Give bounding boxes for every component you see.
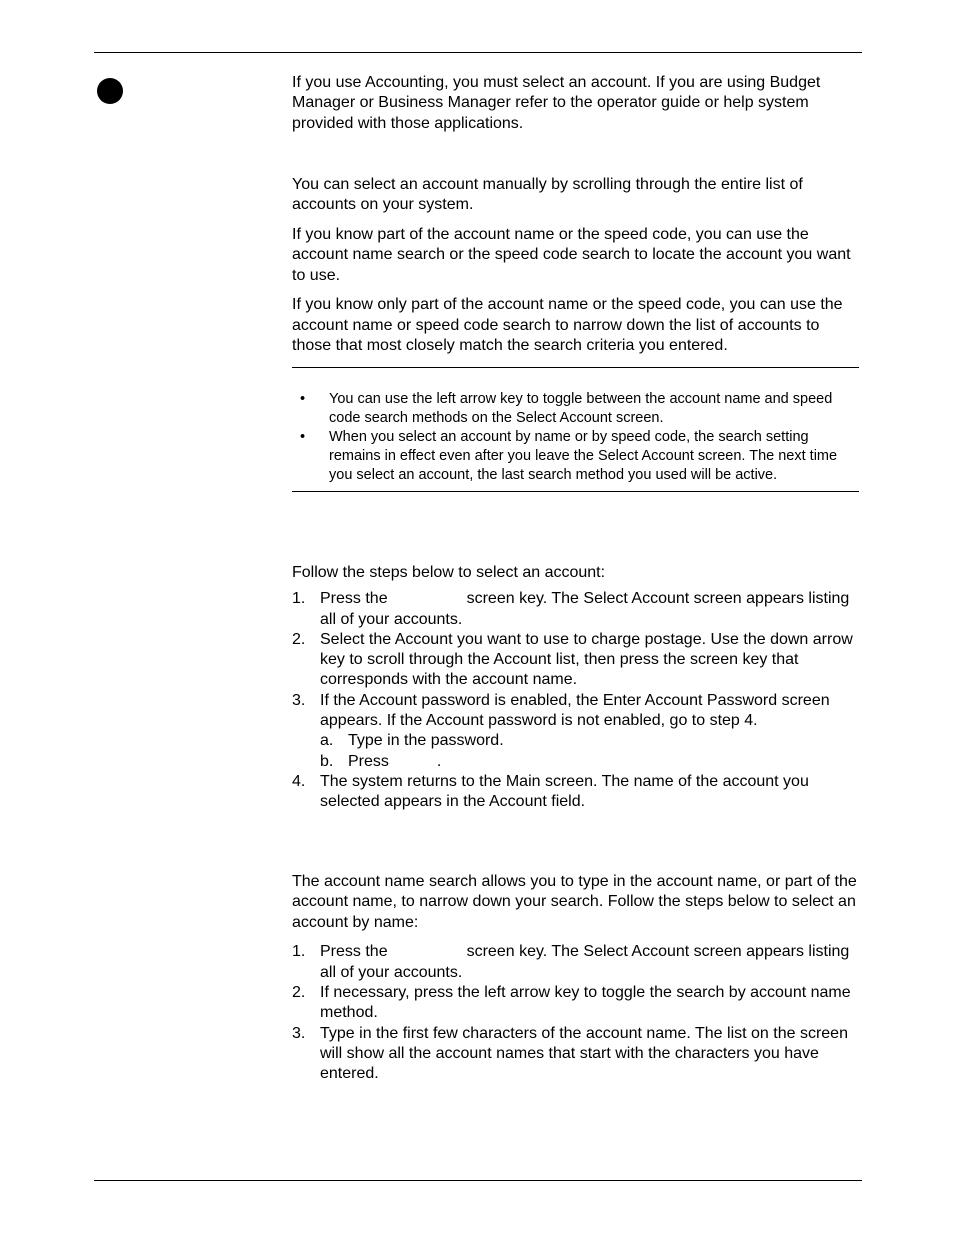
step-text: If necessary, press the left arrow key to toggle the search by account name method. xyxy=(320,983,851,1022)
list-item xyxy=(320,731,859,751)
step-text: Type in the first few characters of the account name. The list on the screen will show all the account names that start with the characters you have entered. xyxy=(320,1024,848,1083)
section-marker-icon xyxy=(97,78,123,104)
overview-paragraph-1: You can select an account manually by scrolling through the entire list of accounts on your system. xyxy=(292,176,803,214)
substep-text-post: . xyxy=(436,752,442,770)
overview-block xyxy=(292,175,859,356)
bullet-icon: • xyxy=(300,429,306,445)
by-name-intro: The account name search allows you to type in the account name, or part of the account name, to narrow down your search. Follow the steps below to select an account by name: xyxy=(292,873,857,931)
intro-paragraph: If you use Accounting, you must select an account. If you are using Budget Manager or Business Manager refer to the operator guide or help system provided with those applications. xyxy=(292,74,821,132)
header-rule xyxy=(94,52,862,53)
substep-text-pre: Press xyxy=(348,752,389,770)
list-item xyxy=(292,589,859,630)
manual-intro: Follow the steps below to select an account: xyxy=(292,564,606,581)
list-item xyxy=(292,691,859,772)
substep-text: Type in the password. xyxy=(348,732,504,750)
step-number: 3. xyxy=(292,1024,306,1042)
manual-selection-block xyxy=(292,563,859,813)
manual-steps-list xyxy=(292,589,859,812)
note-text: When you select an account by name or by speed code, the search setting remains in effect even after you leave the Select Account screen. The next time you select an account, the last search method you used will be active. xyxy=(329,429,838,483)
substep-letter: b. xyxy=(320,752,334,770)
note-item xyxy=(292,428,859,485)
step-text: The system returns to the Main screen. The name of the account you selected appears in the Account field. xyxy=(320,772,809,811)
note-item xyxy=(292,390,859,428)
bullet-icon: • xyxy=(300,391,306,407)
list-item xyxy=(292,630,859,691)
list-item xyxy=(292,772,859,813)
intro-paragraph-block xyxy=(292,73,859,134)
list-item xyxy=(320,752,859,772)
step-number: 3. xyxy=(292,691,306,709)
step-number: 2. xyxy=(292,630,306,648)
note-top-rule xyxy=(292,367,859,368)
step-number: 2. xyxy=(292,983,306,1001)
step-number: 4. xyxy=(292,772,306,790)
note-box xyxy=(292,390,859,485)
step-text-post: screen key. The Select Account screen appears listing all of your accounts. xyxy=(320,590,850,628)
note-bottom-rule xyxy=(292,491,859,492)
select-by-name-block xyxy=(292,872,859,1084)
overview-paragraph-3: If you know only part of the account name or the speed code, you can use the account name or speed code search to narrow down the list of accounts to those that most closely match the search criteria you entered. xyxy=(292,296,843,355)
step-text: Select the Account you want to use to charge postage. Use the down arrow key to scroll through the Account list, then press the screen key that corresponds with the account name. xyxy=(320,630,853,689)
step-number: 1. xyxy=(292,943,306,961)
step-text-post: screen key. The Select Account screen appears listing all of your accounts. xyxy=(320,943,850,981)
step-text-pre: Press the xyxy=(320,590,388,608)
step-text: If the Account password is enabled, the Enter Account Password screen appears. If the Account password is not enabled, go to step 4. xyxy=(320,691,830,730)
list-item xyxy=(292,942,859,983)
list-item xyxy=(292,983,859,1024)
step-number: 1. xyxy=(292,590,306,608)
by-name-steps-list xyxy=(292,942,859,1084)
overview-paragraph-2: If you know part of the account name or the speed code, you can use the account name search or the speed code search to locate the account you want to use. xyxy=(292,226,851,284)
footer-rule xyxy=(94,1180,862,1181)
step-text-pre: Press the xyxy=(320,943,388,961)
list-item xyxy=(292,1024,859,1085)
substeps-list xyxy=(320,731,859,772)
substep-letter: a. xyxy=(320,732,334,750)
note-text: You can use the left arrow key to toggle between the account name and speed code search methods on the Select Account screen. xyxy=(329,391,833,426)
